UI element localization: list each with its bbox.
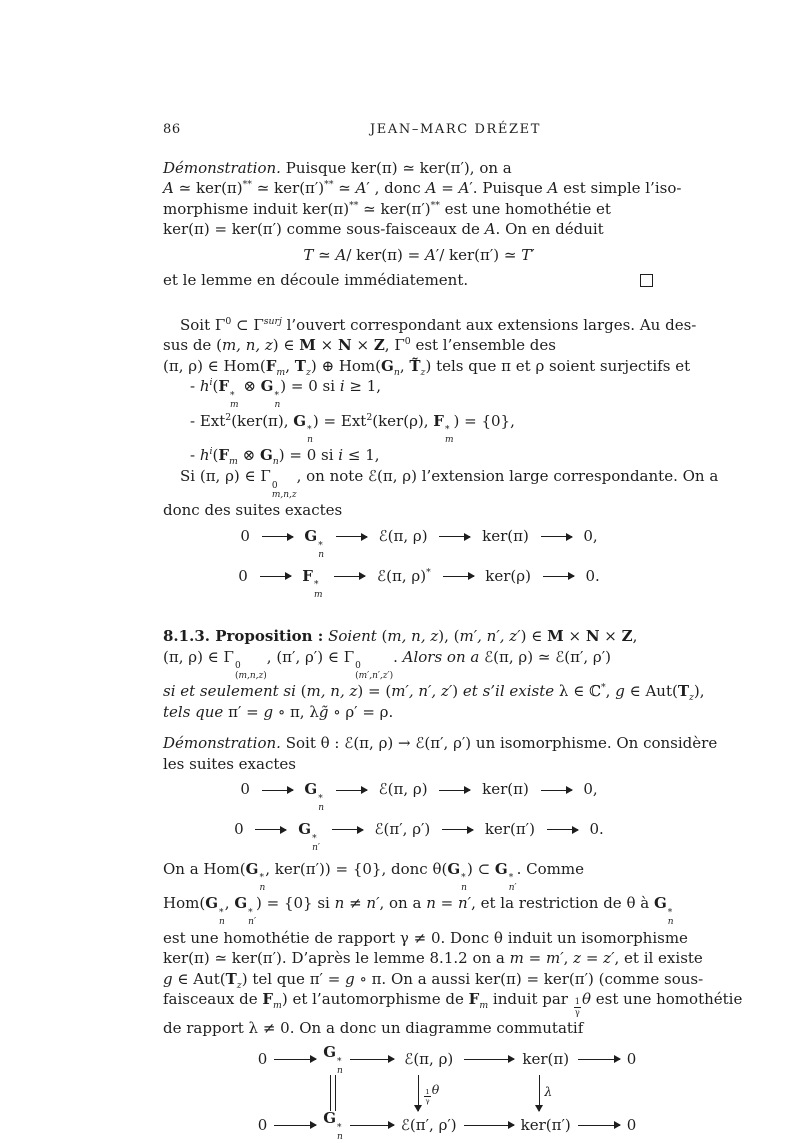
proof2-line-5: est une homothétie de rapport γ ≠ 0. Donc θ induit un isomorphisme <box>163 928 688 947</box>
vertical-gap <box>163 722 655 733</box>
proof2-line-3: On a Hom(G * n , ker(π′)) = {0}, donc θ(G * n ) ⊂ G * n′ . Comme <box>163 859 584 893</box>
section-line-3: (π, ρ) ∈ $Hom(F_m$, $T_z$) ⊕ $Hom(G_n$, $T̃_z$) tels que π et ρ soient surjectifs et <box>163 356 691 378</box>
page-number: 86 <box>163 122 181 137</box>
condition-item-3: - $h^i(F_m$ ⊗ $G_n) = 0$ si i ≤ 1, <box>190 446 380 468</box>
right-arrow-icon <box>274 1059 316 1060</box>
exact-sequence-2: 0 F * m ℰ(π, ρ)* ker(ρ) 0. <box>238 566 600 600</box>
diagram-node-g-bottom: G * n <box>323 1109 343 1143</box>
theta-arrow-label: $\frac{1}{\gamma}$ θ <box>425 1081 440 1106</box>
diagram-grid <box>257 1043 637 1143</box>
proposition-line-4: tels que π′ = g ∘ π, λg̃ ∘ ρ′ = ρ. <box>163 702 394 721</box>
theta-arrow <box>418 1072 439 1114</box>
exact-sequence-3: 0 G * n ℰ(π, ρ) ker(π) 0, <box>240 780 598 814</box>
lambda-arrow <box>539 1072 552 1114</box>
text-column <box>163 158 743 1143</box>
diagram-node-extension-bottom: ℰ(π′, ρ′) <box>400 1116 457 1135</box>
down-arrow-icon <box>418 1075 419 1111</box>
proof1-line-2: A ≃ ker(π)** ≃ ker(π′)** ≃ A′ , donc A = A′. Puisque A est simple l’iso- <box>163 179 682 197</box>
running-title: JEAN–MARC DRÉZET <box>369 122 542 137</box>
diagram-node-zero: 0 <box>626 1116 637 1135</box>
lambda-arrow-label: λ <box>544 1084 553 1100</box>
section-line-4: Si (π, ρ) ∈ Γ 0 m,n,z , on note ℰ(π, ρ) l’extension large correspondante. On a <box>180 466 719 500</box>
equality-connector <box>330 1072 336 1114</box>
diagram-node-extension-top: ℰ(π, ρ) <box>404 1050 454 1069</box>
condition-item-1: - $h^i(F$ * m ⊗ G * n ) = 0 si i ≥ 1, <box>190 377 382 411</box>
vertical-gap <box>163 605 655 626</box>
proof1-line-3: morphisme induit ker(π)** ≃ ker(π′)** est une homothétie et <box>163 199 611 218</box>
right-arrow-icon <box>578 1059 620 1060</box>
diagram-node-kernel-bottom: ker(π′) <box>520 1116 571 1135</box>
page-header <box>163 120 748 141</box>
section-line-1: Soit $\Gamma^0$ ⊂ $\Gamma^{surj}$ l’ouvert correspondant aux extensions larges. Au des- <box>180 315 697 334</box>
diagram-node-zero: 0 <box>626 1050 637 1069</box>
exact-sequence-4: 0 G * n′ ℰ(π′, ρ′) ker(π′) 0. <box>234 819 604 854</box>
diagram-node-zero: 0 <box>257 1116 268 1135</box>
proof2-line-9: de rapport λ ≠ 0. On a donc un diagramme commutatif <box>163 1019 584 1038</box>
section-line-5: donc des suites exactes <box>163 501 343 520</box>
diagram-node-zero: 0 <box>257 1050 268 1069</box>
proof2-line-1: Démonstration. Soit θ : ℰ(π, ρ) → ℰ(π′, ρ′) un isomorphisme. On considère <box>163 734 718 753</box>
right-arrow-icon <box>350 1125 394 1126</box>
right-arrow-icon <box>578 1125 620 1126</box>
exact-sequence-1: 0 G * n ℰ(π, ρ) ker(π) 0, <box>240 526 598 561</box>
right-arrow-icon <box>350 1059 394 1060</box>
proof1-closing-row <box>163 270 655 291</box>
qed-box-icon <box>640 274 653 287</box>
vertical-gap <box>163 291 655 315</box>
proof1-line-4: ker(π) = ker(π′) comme sous-faisceaux de A. On en déduit <box>163 220 604 238</box>
diagram-node-kernel-top: ker(π) <box>522 1050 570 1069</box>
proof2-line-7: g ∈ $Aut(T_z)$ tel que π′ = g ∘ π. On a aussi ker(π) = ker(π′) (comme sous- <box>163 969 704 991</box>
proof2-line-6: ker(π) ≃ ker(π′). D’après le lemme 8.1.2 on a m = m′, z = z′, et il existe <box>163 949 703 968</box>
right-arrow-icon <box>464 1125 514 1126</box>
condition-item-2: - Ext$^2$(ker(π), G * n ) = Ext$^2$(ker(ρ), F * m ) = {0}, <box>190 411 515 445</box>
down-arrow-icon <box>539 1075 540 1111</box>
diagram-node-g-top: G * n <box>323 1043 343 1077</box>
display-equation-T: T ≃ A/ ker(π) = A′/ ker(π′) ≃ T′ <box>303 245 535 264</box>
right-arrow-icon <box>464 1059 514 1060</box>
commutative-diagram <box>163 1043 655 1143</box>
section-line-2: sus de (m, n, z) ∈ M × N × Z, $\Gamma^0$ est l’ensemble des <box>163 336 556 354</box>
proof2-line-2: les suites exactes <box>163 754 296 773</box>
right-arrow-icon <box>274 1125 316 1126</box>
double-line-icon <box>330 1075 336 1111</box>
proposition-line-2: (π, ρ) ∈ Γ 0 (m,n,z) , (π′, ρ′) ∈ Γ 0 (m′,n′,z′) . Alors on a ℰ(π, ρ) ≃ ℰ(π′, ρ′) <box>163 647 612 681</box>
proof1-closing-text: et le lemme en découle immédiatement. <box>163 271 469 289</box>
proposition-line-1: 8.1.3. Proposition : Soient (m, n, z), (m′, n′, z′) ∈ M × N × Z, <box>163 627 638 646</box>
proof2-line-8: faisceaux de $F_m$) et l’automorphisme de $F_m$ induit par $\frac{1}{\gamma}$ θ est une homothétie <box>163 990 743 1018</box>
proof2-line-4: Hom(G * n , G * n′ ) = {0} si n ≠ n′, on a n = n′, et la restriction de θ à G * n <box>163 894 674 928</box>
proposition-line-3: si et seulement si (m, n, z) = (m′, n′, z′) et s’il existe λ ∈ ℂ*, g ∈ $Aut(T_z)$, <box>163 682 705 704</box>
proof1-line-1: Démonstration. Puisque ker(π) ≃ ker(π′), on a <box>163 158 512 177</box>
